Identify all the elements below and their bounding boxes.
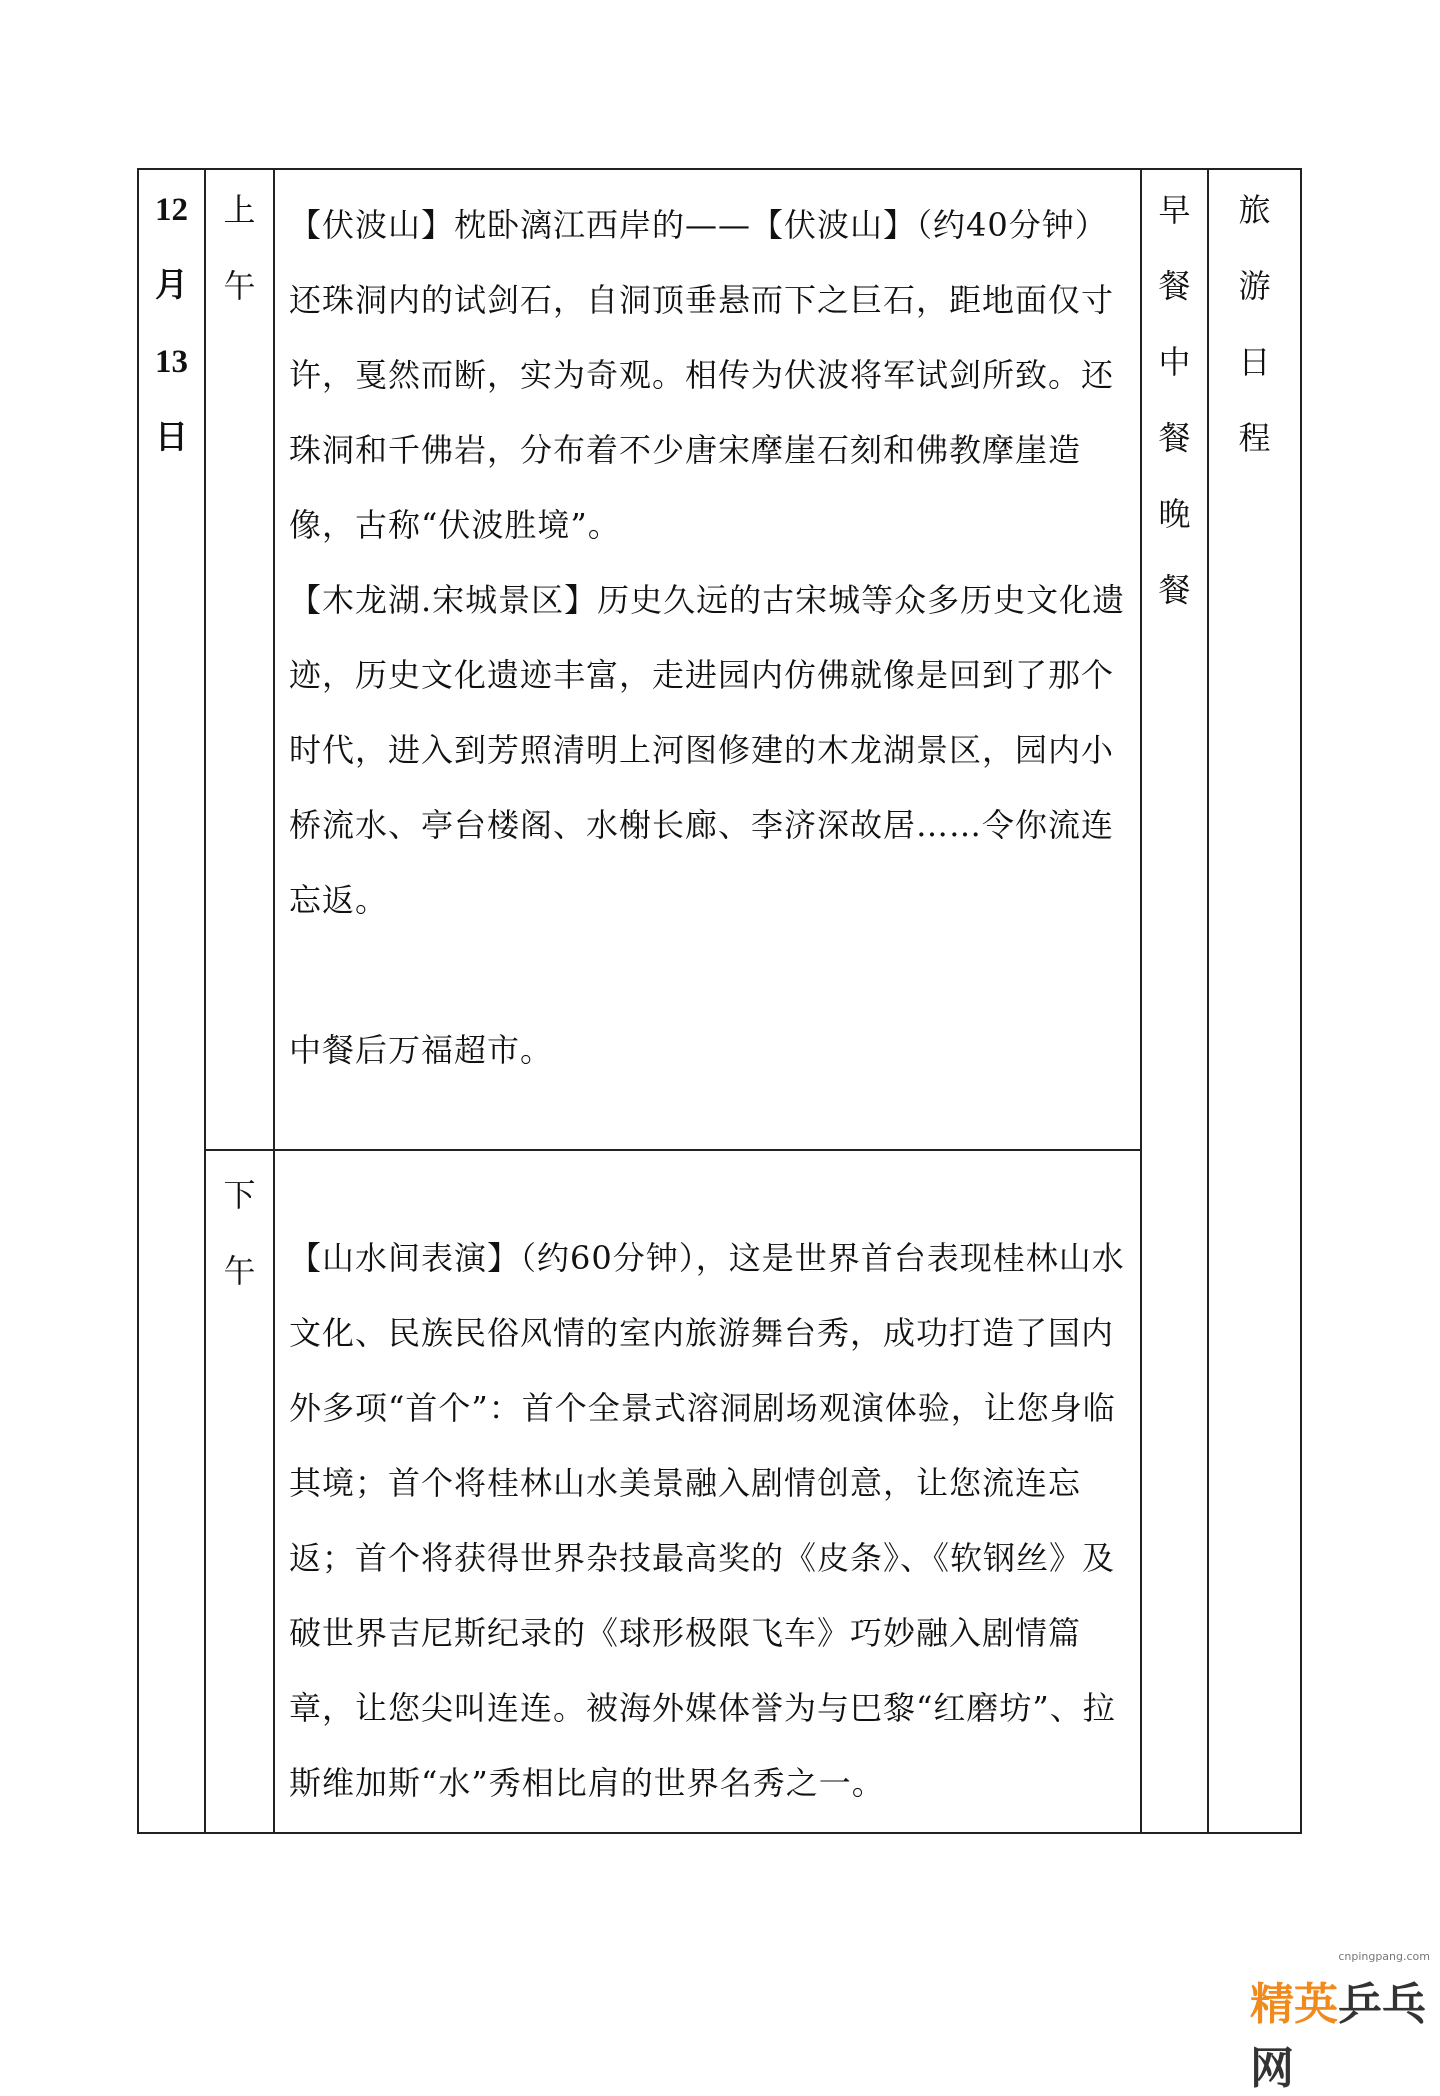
pm-label [206, 1151, 273, 1309]
paragraph-lunch-market: 中餐后万福超市。 [289, 1031, 554, 1069]
meals-label [1142, 170, 1207, 628]
itinerary-table [137, 168, 1302, 1834]
note-char: 游 [1238, 267, 1271, 305]
date-char: 月 [155, 268, 188, 304]
pm-char: 午 [223, 1252, 256, 1290]
meals-char: 晚 [1158, 495, 1191, 533]
site-watermark-logo [1228, 1950, 1440, 2094]
paragraph-fubo-hill: 【伏波山】枕卧漓江西岸的——【伏波山】（约40分钟）还珠洞内的试剑石，自洞顶垂悬而下之巨石，距地面仅寸许，戛然而断，实为奇观。相传为伏波将军试剑所致。还珠洞和千佛岩，分布着不少唐宋摩崖石刻和佛教摩崖造像，古称“伏波胜境”。 [289, 206, 1115, 544]
note-char: 程 [1238, 419, 1271, 457]
am-content [275, 170, 1140, 1088]
pm-char: 下 [223, 1176, 256, 1214]
date-cell [138, 169, 205, 1833]
meals-char: 餐 [1158, 419, 1191, 457]
paragraph-mulong-lake: 【木龙湖.宋城景区】历史久远的古宋城等众多历史文化遗迹，历史文化遗迹丰富，走进园内仿佛就像是回到了那个时代，进入到芳照清明上河图修建的木龙湖景区，园内小桥流水、亭台楼阁、水榭长廊、李济深故居……令你流连忘返。 [289, 581, 1126, 919]
am-label-cell [205, 169, 274, 1150]
date-label [139, 170, 204, 476]
note-char: 日 [1238, 343, 1271, 381]
date-char: 13 [155, 344, 188, 380]
note-label [1209, 170, 1300, 476]
meals-char: 中 [1158, 343, 1191, 381]
pm-content [275, 1151, 1140, 1821]
meals-char: 餐 [1158, 267, 1191, 305]
date-char: 日 [155, 420, 188, 456]
watermark-url: cnpingpang.com [1338, 1950, 1430, 1963]
date-char: 12 [155, 192, 188, 228]
note-cell [1208, 169, 1301, 1833]
note-char: 旅 [1238, 191, 1271, 229]
am-label [206, 170, 273, 324]
am-content-cell [274, 169, 1141, 1150]
paragraph-show: 【山水间表演】（约60分钟），这是世界首台表现桂林山水文化、民族民俗风情的室内旅游舞台秀，成功打造了国内外多项“首个”：首个全景式溶洞剧场观演体验，让您身临其境；首个将桂林山水美景融入剧情创意，让您流连忘返；首个将获得世界杂技最高奖的《皮条》、《软钢丝》及破世界吉尼斯纪录的《球形极限飞车》巧妙融入剧情篇章，让您尖叫连连。被海外媒体誉为与巴黎“红磨坊”、拉斯维加斯“水”秀相比肩的世界名秀之一。 [289, 1239, 1125, 1802]
pm-label-cell [205, 1150, 274, 1833]
meals-char: 早 [1158, 191, 1191, 229]
meals-char: 餐 [1158, 571, 1191, 609]
watermark-text: 精英乒乓网 [1250, 1979, 1426, 2094]
am-char: 上 [223, 191, 256, 229]
am-char: 午 [223, 267, 256, 305]
meals-cell [1141, 169, 1208, 1833]
pm-content-cell [274, 1150, 1141, 1833]
